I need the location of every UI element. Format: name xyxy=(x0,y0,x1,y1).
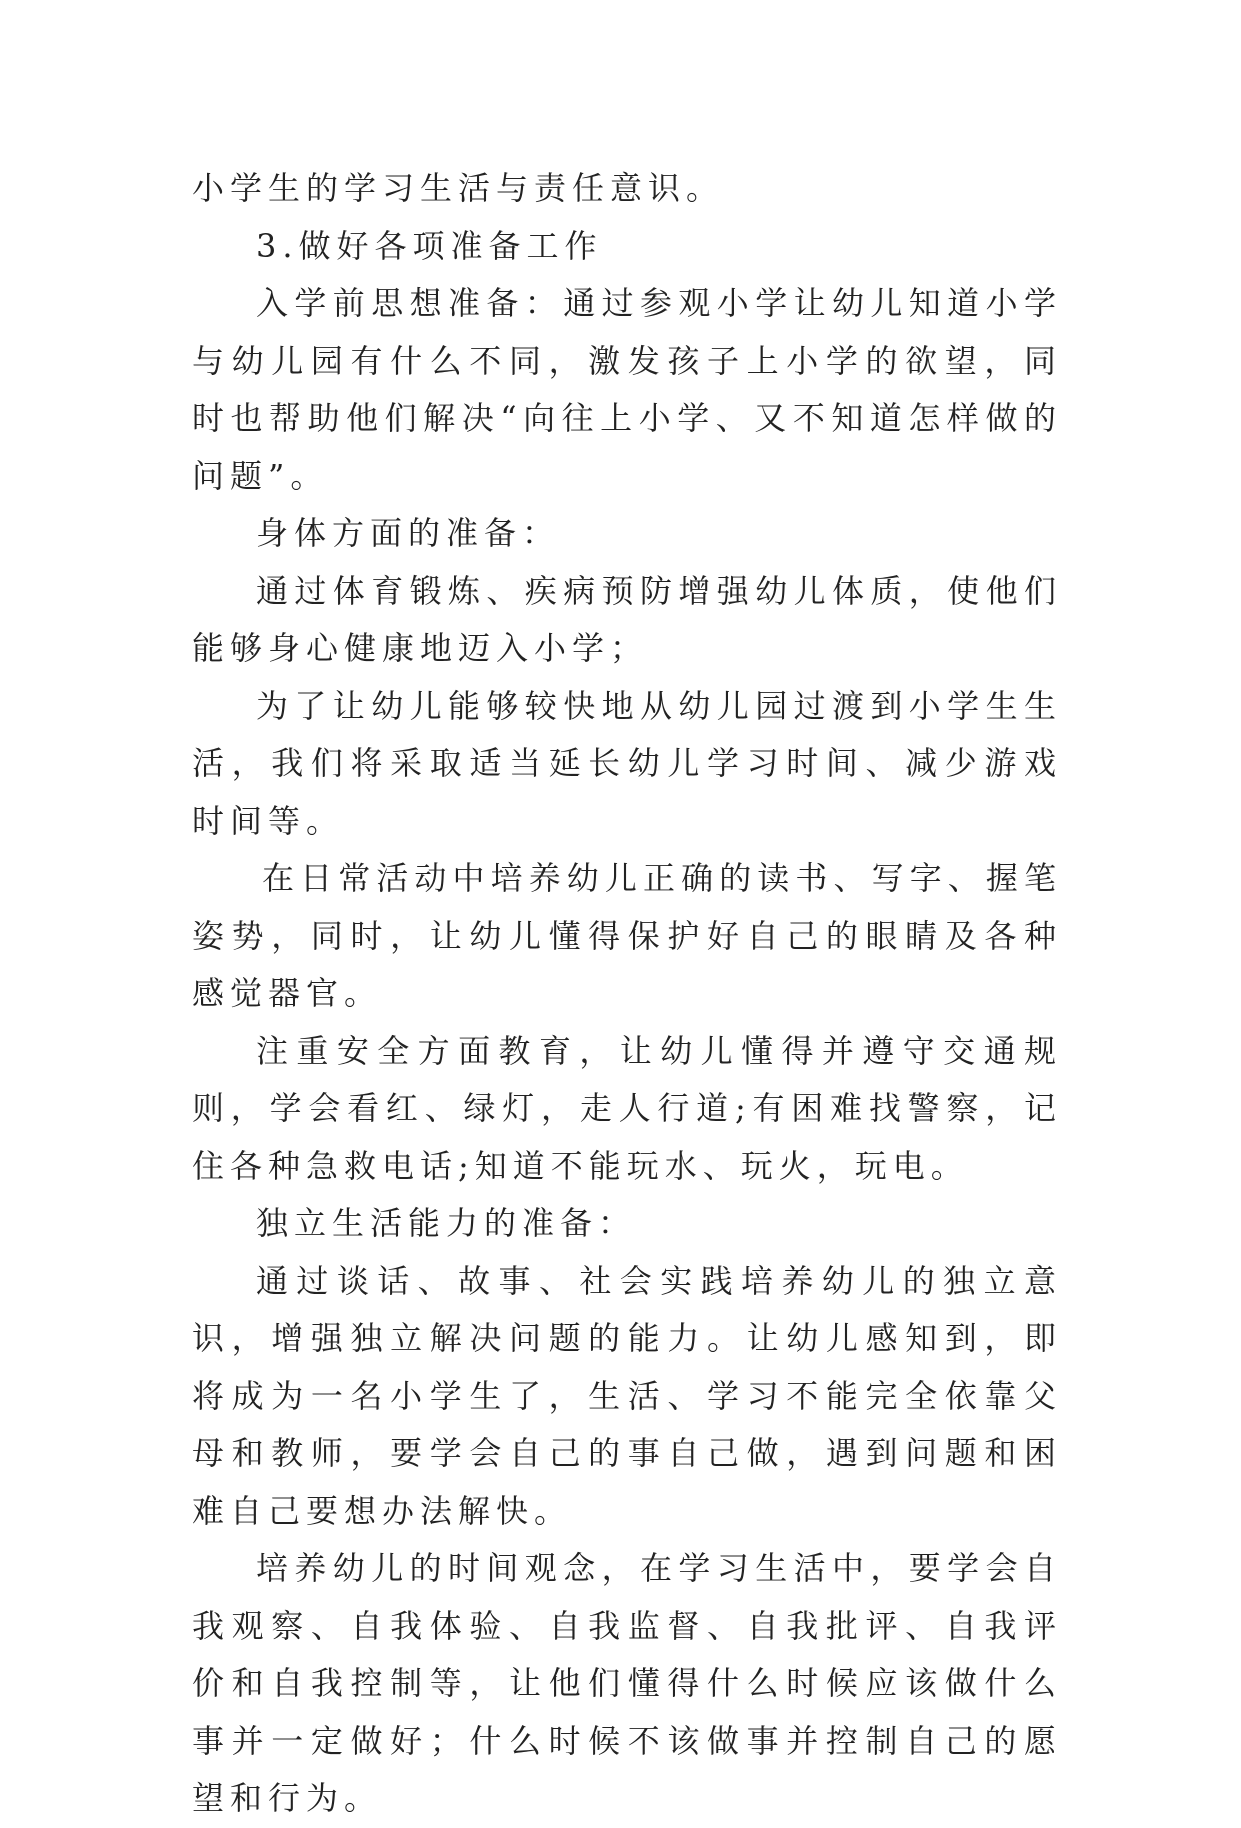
paragraph-daily-activities: 在日常活动中培养幼儿正确的读书、写字、握笔姿势，同时，让幼儿懂得保护好自己的眼睛及各种感觉器官。 xyxy=(192,859,1062,1012)
paragraph-transition: 为了让幼儿能够较快地从幼儿园过渡到小学生生活，我们将采取适当延长幼儿学习时间、减少游戏时间等。 xyxy=(192,686,1062,840)
paragraph-continuation: 小学生的学习生活与责任意识。 xyxy=(192,169,725,207)
paragraph-mental-preparation: 入学前思想准备：通过参观小学让幼儿知道小学与幼儿园有什么不同，激发孩子上小学的欲望，同时也帮助他们解决“向往上小学、又不知道怎样做的问题”。 xyxy=(192,284,1062,495)
paragraph-safety: 注重安全方面教育，让幼儿懂得并遵守交通规则，学会看红、绿灯，走人行道;有困难找警察，记住各种急救电话;知道不能玩水、玩火，玩电。 xyxy=(192,1031,1062,1185)
section-heading: 3.做好各项准备工作 xyxy=(256,226,603,265)
paragraph-independence: 通过谈话、故事、社会实践培养幼儿的独立意识，增强独立解决问题的能力。让幼儿感知到，即将成为一名小学生了，生活、学习不能完全依靠父母和教师，要学会自己的事自己做，遇到问题和困难自己要想办法解快。 xyxy=(192,1261,1062,1530)
body-text xyxy=(192,160,1062,1828)
subheading-physical-preparation: 身体方面的准备： xyxy=(256,514,561,552)
paragraph-time-awareness: 培养幼儿的时间观念，在学习生活中，要学会自我观察、自我体验、自我监督、自我批评、自我评价和自我控制等，让他们懂得什么时候应该做什么事并一定做好；什么时候不该做事并控制自己的愿望和行为。 xyxy=(192,1549,1062,1817)
subheading-independence: 独立生活能力的准备： xyxy=(256,1204,637,1242)
paragraph-physical-exercise: 通过体育锻炼、疾病预防增强幼儿体质，使他们能够身心健康地迈入小学； xyxy=(192,571,1062,667)
